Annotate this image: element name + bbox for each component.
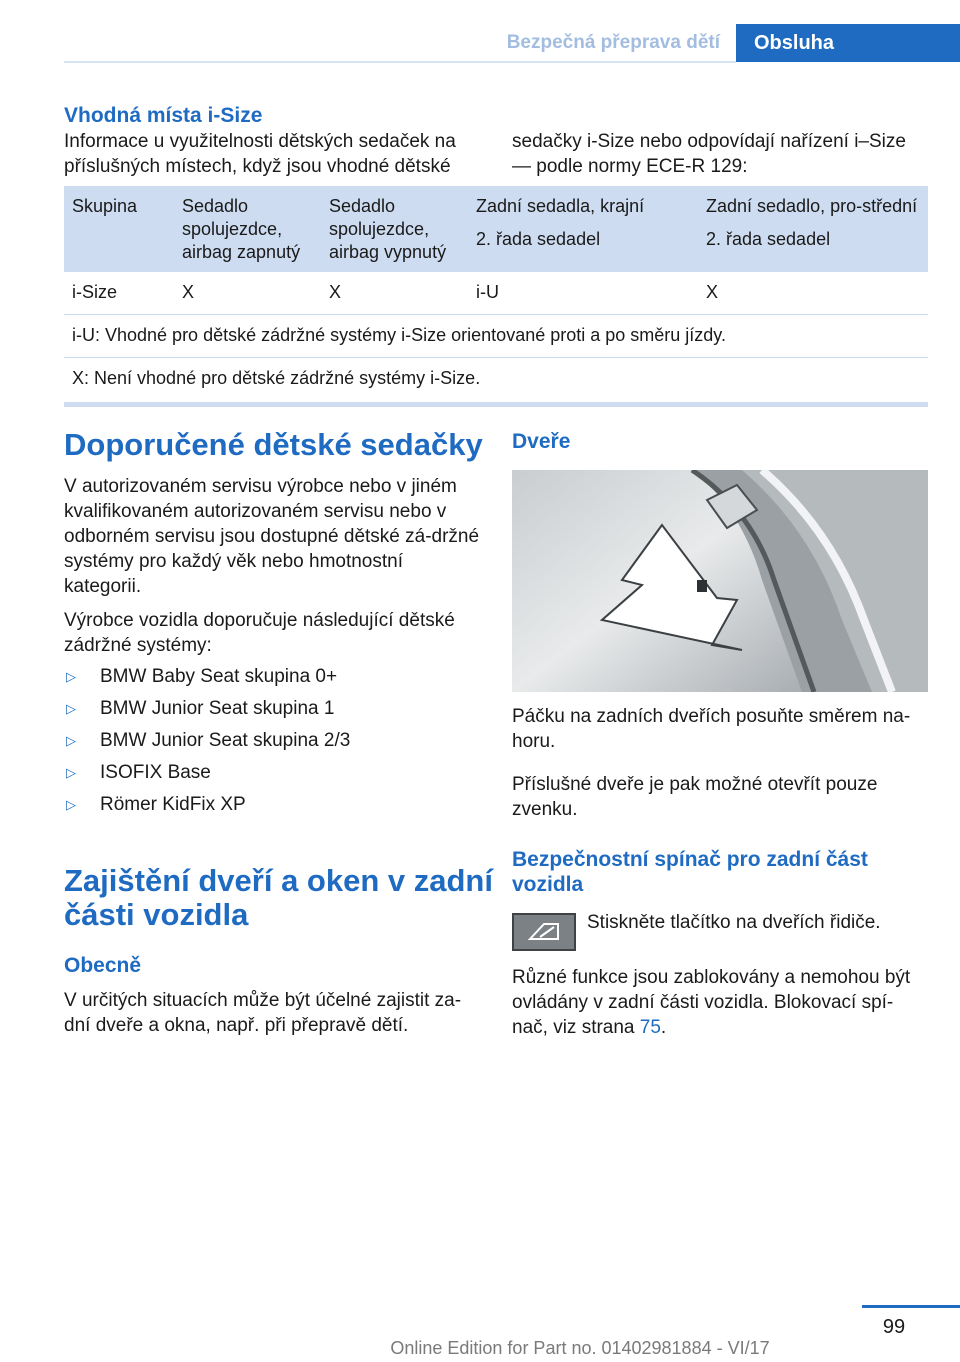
list-item: ▷ Römer KidFix XP: [66, 794, 246, 815]
page-number: 99: [882, 1316, 906, 1338]
safety-switch-paragraph: Různé funkce jsou zablokovány a nemohou být ovládány v zadní části vozidla. Blokovací spí-nač, viz strana 75.: [512, 967, 911, 1038]
table-header-cell: Sedadlo spolujezdce, airbag vypnutý: [321, 186, 468, 272]
list-item: ▷ BMW Baby Seat skupina 0+: [66, 666, 338, 687]
list-item: ▷ BMW Junior Seat skupina 2/3: [66, 730, 351, 751]
isize-table: [64, 186, 928, 400]
recommended-paragraph: V autorizovaném servisu výrobce nebo v jiném kvalifikovaném autorizovaném servisu nebo v odborném servisu jsou dostupné dětské zá-držné systémy pro každý věk nebo hmotnostní kategorii.: [64, 476, 480, 597]
table-row: [64, 272, 928, 315]
window-lock-switch-icon: [512, 913, 576, 951]
isize-intro-col2: sedačky i-Size nebo odpovídají nařízení i–Size — podle normy ECE-R 129:: [512, 131, 906, 177]
safety-switch-instruction: Stiskněte tlačítko na dveřích řidiče.: [587, 912, 881, 933]
table-note: i-U: Vhodné pro dětské zádržné systémy i-Size orientované proti a po směru jízdy.: [64, 315, 928, 358]
table-cell: X: [174, 272, 321, 315]
recommended-intro: Výrobce vozidla doporučuje následující dětské zádržné systémy:: [64, 610, 455, 656]
triangle-bullet-icon: ▷: [66, 701, 76, 716]
recommended-title: Doporučené dětské sedačky: [64, 427, 483, 462]
door-lever-illustration: [512, 470, 928, 692]
isize-intro-col1: Informace u využitelnosti dětských sedaček na příslušných místech, když jsou vhodné dětské: [64, 131, 456, 177]
doors-paragraph-1: Páčku na zadních dveřích posuňte směrem na-horu.: [512, 706, 911, 752]
footer-rule: [862, 1305, 960, 1308]
recommended-list: [64, 661, 480, 821]
table-cell: i-U: [468, 272, 698, 315]
list-item: ▷ ISOFIX Base: [66, 762, 211, 783]
table-note-row: [64, 315, 928, 358]
list-item: ▷ BMW Junior Seat skupina 1: [66, 698, 335, 719]
table-note: X: Není vhodné pro dětské zádržné systémy i-Size.: [72, 368, 481, 388]
edition-footer: Online Edition for Part no. 01402981884 - VI/17: [390, 1338, 770, 1358]
table-cell: i-Size: [64, 272, 174, 315]
isize-title: Vhodná místa i-Size: [64, 104, 263, 127]
page-reference-link[interactable]: 75: [639, 1017, 661, 1038]
triangle-bullet-icon: ▷: [66, 797, 76, 812]
table-header-cell: Sedadlo spolujezdce, airbag zapnutý: [174, 186, 321, 272]
table-header-row: [64, 186, 928, 272]
safety-switch-title: Bezpečnostní spínač pro zadní část vozidla: [512, 848, 868, 896]
locking-subtitle: Obecně: [64, 954, 142, 977]
table-bottom-rule: [64, 402, 928, 407]
triangle-bullet-icon: ▷: [66, 733, 76, 748]
table-note-row: [64, 358, 928, 401]
header-chapter-tab[interactable]: Obsluha: [736, 24, 960, 62]
table-header-cell: Skupina: [64, 186, 174, 272]
triangle-bullet-icon: ▷: [66, 765, 76, 780]
locking-text: V určitých situacích může být účelné zajistit za-dní dveře a okna, např. při přepravě dětí.: [64, 990, 462, 1036]
table-cell: X: [321, 272, 468, 315]
header-section-title: Bezpečná přeprava dětí: [506, 32, 720, 53]
table-header-cell: Zadní sedadla, krajní 2. řada sedadel: [468, 186, 698, 272]
table-cell: X: [698, 272, 928, 315]
doors-title: Dveře: [512, 430, 571, 453]
triangle-bullet-icon: ▷: [66, 669, 76, 684]
locking-title: Zajištění dveří a oken v zadní části vozidla: [64, 863, 493, 932]
doors-paragraph-2: Příslušné dveře je pak možné otevřít pouze zvenku.: [512, 774, 878, 820]
table-header-cell: Zadní sedadlo, pro-střední 2. řada sedadel: [698, 186, 928, 272]
